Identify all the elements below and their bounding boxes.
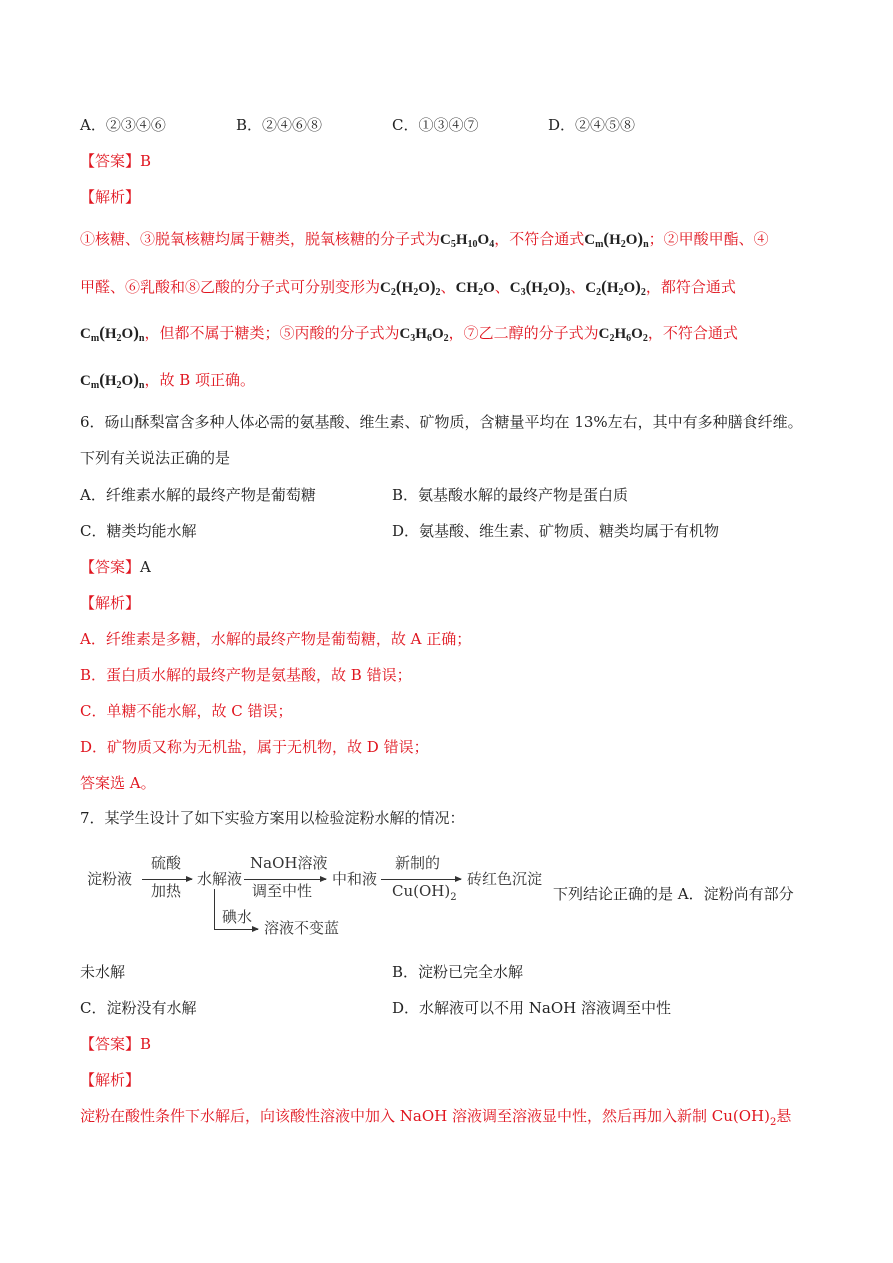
- q6-analysis-conclusion: 答案选 A。: [80, 774, 156, 792]
- text: ；②甲酸甲酯、④: [648, 230, 769, 248]
- arrow-3: [381, 879, 461, 880]
- q5-analysis-line-3: [80, 323, 738, 349]
- branch-label: 碘水: [222, 908, 253, 926]
- answer-label: 【答案】: [80, 558, 141, 576]
- answer-value: A: [140, 558, 151, 576]
- q5-option-d: D．②④⑤⑧: [548, 116, 636, 134]
- node-brick-red-precipitate: 砖红色沉淀: [467, 870, 543, 888]
- answer-value: B: [140, 1035, 152, 1053]
- formula-3: $C_3(H_2O)_3$: [509, 277, 571, 298]
- text: ，不符合通式: [647, 324, 738, 342]
- q7-after-diagram: 下列结论正确的是 A．淀粉尚有部分: [553, 885, 794, 903]
- q6-analysis-label: 【解析】: [80, 594, 141, 612]
- subscript: 2: [450, 892, 457, 903]
- formula-general: $C_m(H_2O)_n$: [80, 370, 145, 391]
- arrow-branch: [214, 929, 258, 930]
- q6-analysis-c: C．单糖不能水解，故 C 错误；: [80, 702, 293, 720]
- text: ，但都不属于糖类；⑤丙酸的分子式为: [144, 324, 400, 342]
- q5-analysis-line-4: [80, 370, 255, 396]
- formula-c3h6o2: $C_3H_6O_2$: [399, 326, 449, 344]
- text: ①核糖、③脱氧核糖均属于糖类，脱氧核糖的分子式为: [80, 230, 441, 248]
- branch-line: [214, 889, 215, 929]
- formula-4: $C_2(H_2O)_2$: [585, 277, 646, 298]
- answer-label: 【答案】: [80, 1035, 141, 1053]
- arrow1-label-top: 硫酸: [151, 854, 182, 872]
- q6-stem-2: 下列有关说法正确的是: [80, 449, 231, 467]
- q7-option-c: C．淀粉没有水解: [80, 999, 197, 1017]
- q6-option-a: A．纤维素水解的最终产物是葡萄糖: [80, 486, 316, 504]
- text: ，不符合通式: [494, 230, 585, 248]
- q6-answer: [80, 557, 151, 577]
- q7-analysis-line: [80, 1106, 791, 1133]
- q5-option-a: A．②③④⑥: [80, 116, 166, 134]
- q5-option-c: C．①③④⑦: [392, 116, 479, 134]
- q6-analysis-a: A．纤维素是多糖，水解的最终产物是葡萄糖，故 A 正确；: [80, 630, 472, 648]
- text: 悬: [776, 1107, 792, 1125]
- node-neutralized: 中和液: [332, 870, 378, 888]
- formula-c5h10o4: $C_5H_{10}O_4$: [440, 232, 495, 250]
- q7-answer: [80, 1034, 151, 1054]
- q6-option-d: D．氨基酸、维生素、矿物质、糖类均属于有机物: [392, 522, 720, 540]
- q6-analysis-b: B．蛋白质水解的最终产物是氨基酸，故 B 错误；: [80, 666, 412, 684]
- q6-analysis-d: D．矿物质又称为无机盐，属于无机物，故 D 错误；: [80, 738, 429, 756]
- q6-option-c: C．糖类均能水解: [80, 522, 197, 540]
- arrow1-label-bottom: 加热: [151, 882, 182, 900]
- q5-answer: [80, 151, 151, 171]
- formula-1: $C_2(H_2O)_2$: [380, 277, 441, 298]
- reagent: Cu(OH): [392, 882, 451, 900]
- text: ，⑦乙二醇的分子式为: [448, 324, 599, 342]
- q5-analysis-line-2: [80, 277, 736, 303]
- arrow-1: [142, 879, 192, 880]
- formula-2: $CH_2O$: [455, 280, 495, 298]
- q6-stem-1: 6．砀山酥梨富含多种人体必需的氨基酸、维生素、矿物质，含糖量平均在 13%左右，其中有多种膳食纤维。: [80, 413, 803, 431]
- subscript: 2: [769, 1117, 777, 1128]
- q7-analysis-label: 【解析】: [80, 1071, 141, 1089]
- arrow3-label-bottom: [392, 882, 457, 907]
- q5-option-b: B．②④⑥⑧: [236, 116, 323, 134]
- arrow-2: [244, 879, 326, 880]
- q5-analysis-line-1: [80, 229, 769, 255]
- q7-stem: 7．某学生设计了如下实验方案用以检验淀粉水解的情况：: [80, 809, 465, 827]
- formula-general: $C_m(H_2O)_n$: [584, 229, 649, 250]
- node-starch-solution: 淀粉液: [87, 870, 133, 888]
- text: 甲醛、⑥乳酸和⑧乙酸的分子式可分别变形为: [80, 278, 381, 296]
- q5-analysis-label: 【解析】: [80, 188, 141, 206]
- formula-general: $C_m(H_2O)_n$: [80, 323, 145, 344]
- arrow3-label-top: 新制的: [395, 854, 441, 872]
- text: 淀粉在酸性条件下水解后，向该酸性溶液中加入 NaOH 溶液调至溶液显中性，然后再加入新制 Cu(OH): [80, 1107, 770, 1125]
- q7-option-d: D．水解液可以不用 NaOH 溶液调至中性: [392, 999, 672, 1017]
- node-hydrolysate: 水解液: [197, 870, 243, 888]
- answer-value: B: [140, 152, 152, 170]
- node-no-blue: 溶液不变蓝: [264, 919, 340, 937]
- separator: 、: [440, 278, 456, 296]
- text: ，故 B 项正确。: [144, 371, 255, 389]
- q6-option-b: B．氨基酸水解的最终产物是蛋白质: [392, 486, 629, 504]
- q7-option-a-cont: 未水解: [80, 963, 126, 981]
- separator: 、: [494, 278, 510, 296]
- arrow2-label-bottom: 调至中性: [252, 882, 313, 900]
- q7-option-b: B．淀粉已完全水解: [392, 963, 524, 981]
- text: ，都符合通式: [645, 278, 736, 296]
- answer-label: 【答案】: [80, 152, 141, 170]
- formula-c2h6o2: $C_2H_6O_2$: [598, 326, 648, 344]
- arrow2-label-top: NaOH溶液: [250, 854, 328, 872]
- separator: 、: [570, 278, 586, 296]
